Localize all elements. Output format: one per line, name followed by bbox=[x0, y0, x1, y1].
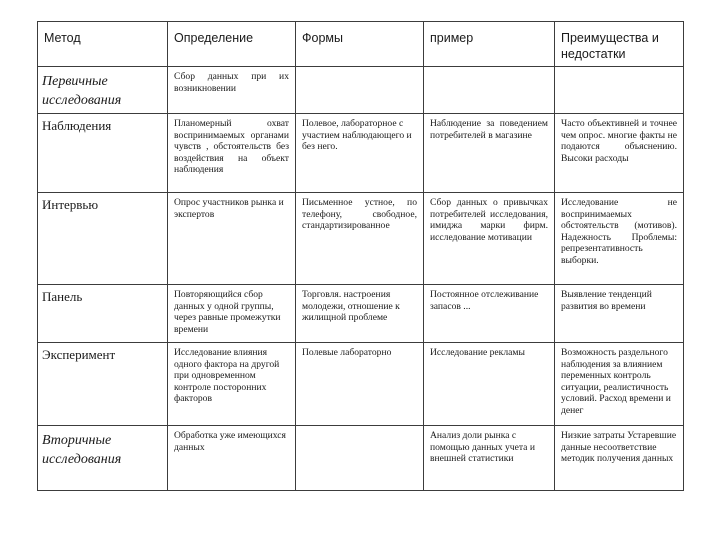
methods-table bbox=[37, 21, 684, 491]
cell-example bbox=[424, 67, 555, 114]
table-row bbox=[38, 67, 684, 114]
table-row bbox=[38, 193, 684, 285]
table-row bbox=[38, 285, 684, 343]
header-pros-cons: Преимущества и недостатки bbox=[555, 22, 684, 67]
header-forms: Формы bbox=[296, 22, 424, 67]
cell-pros-cons bbox=[555, 67, 684, 114]
cell-definition: Исследование влияния одного фактора на другой при одновременном контроле посторонних факторов bbox=[168, 343, 296, 426]
header-row bbox=[38, 22, 684, 67]
cell-pros-cons: Часто объективней и точнее чем опрос. многие факты не подаются объяснению. Высоки расходы bbox=[555, 114, 684, 193]
cell-forms: Письменное устное, по телефону, свободное, стандартизированное bbox=[296, 193, 424, 285]
cell-definition: Сбор данных при их возникновении bbox=[168, 67, 296, 114]
cell-definition: Повторяющийся сбор данных у одной группы, через равные промежутки времени bbox=[168, 285, 296, 343]
cell-definition: Обработка уже имеющихся данных bbox=[168, 426, 296, 491]
cell-example: Постоянное отслеживание запасов ... bbox=[424, 285, 555, 343]
cell-definition: Планомерный охват воспринимаемых органами чувств , обстоятельств без воздействия на объект наблюдения bbox=[168, 114, 296, 193]
table-row bbox=[38, 114, 684, 193]
header-example: пример bbox=[424, 22, 555, 67]
cell-example: Наблюдение за поведением потребителей в магазине bbox=[424, 114, 555, 193]
cell-example: Анализ доли рынка с помощью данных учета и внешней статистики bbox=[424, 426, 555, 491]
cell-forms: Торговля. настроения молодежи, отношение к жилищной проблеме bbox=[296, 285, 424, 343]
cell-example: Исследование рекламы bbox=[424, 343, 555, 426]
header-method: Метод bbox=[38, 22, 168, 67]
cell-pros-cons: Исследование не воспринимаемых обстоятельств (мотивов). Надежность Проблемы: репрезентативность выборки. bbox=[555, 193, 684, 285]
cell-pros-cons: Выявление тенденций развития во времени bbox=[555, 285, 684, 343]
cell-method: Эксперимент bbox=[38, 343, 168, 426]
cell-forms: Полевое, лабораторное с участием наблюдающего и без него. bbox=[296, 114, 424, 193]
cell-forms: Полевые лабораторно bbox=[296, 343, 424, 426]
cell-method: Интервью bbox=[38, 193, 168, 285]
cell-method: Наблюдения bbox=[38, 114, 168, 193]
cell-definition: Опрос участников рынка и экспертов bbox=[168, 193, 296, 285]
cell-pros-cons: Низкие затраты Устаревшие данные несоответствие методик получения данных bbox=[555, 426, 684, 491]
table-row bbox=[38, 426, 684, 491]
header-definition: Определение bbox=[168, 22, 296, 67]
cell-method: Панель bbox=[38, 285, 168, 343]
table-row bbox=[38, 343, 684, 426]
cell-forms bbox=[296, 426, 424, 491]
cell-method: Вторичные исследования bbox=[38, 426, 168, 491]
cell-example: Сбор данных о привычках потребителей исследования, имиджа марки фирм. исследование мотивации bbox=[424, 193, 555, 285]
cell-forms bbox=[296, 67, 424, 114]
cell-pros-cons: Возможность раздельного наблюдения за влиянием переменных контроль ситуации, реалистичность условий. Расход времени и денег bbox=[555, 343, 684, 426]
cell-method: Первичные исследования bbox=[38, 67, 168, 114]
